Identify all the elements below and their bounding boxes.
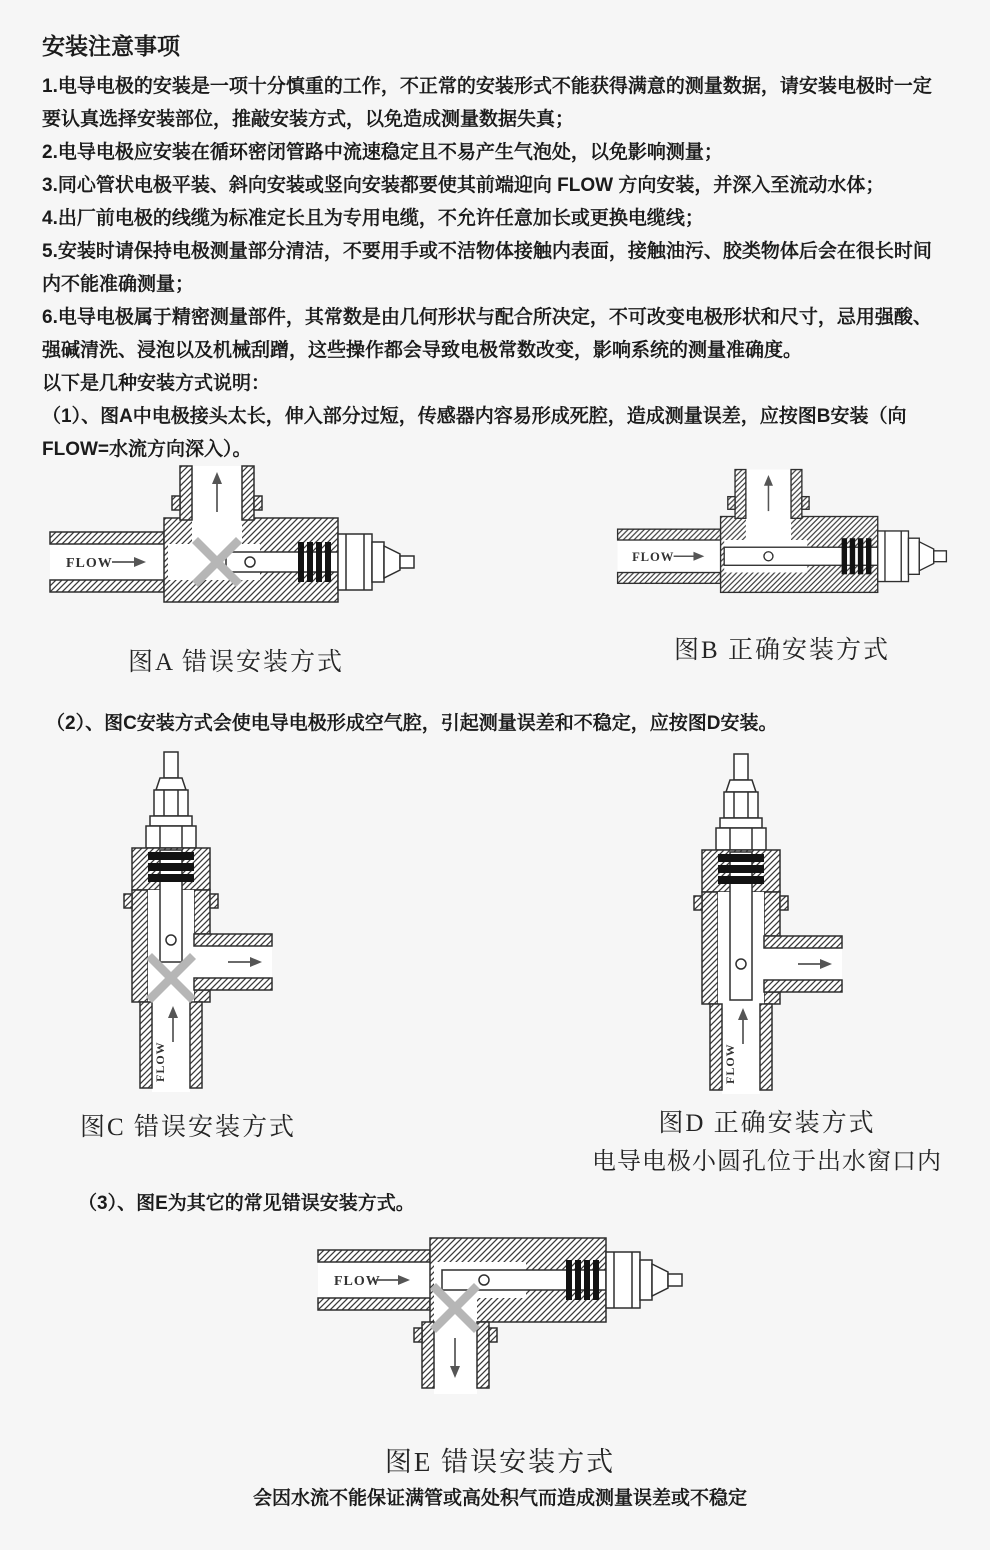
item-1: （1）、图A中电极接头太长，伸入部分过短，传感器内容易形成死腔，造成测量误差，应按图B安装（向 FLOW=水流方向深入）。 — [42, 406, 907, 460]
item-2: （2）、图C安装方式会使电导电极形成空气腔，引起测量误差和不稳定，应按图D安装。 — [46, 713, 778, 734]
outlet-pipe — [194, 934, 272, 990]
figure-b-caption: 图B 正确安装方式 — [674, 637, 890, 664]
o-ring-seals — [148, 852, 194, 882]
note-5: 5.安装时请保持电极测量部分清洁，不要用手或不洁物体接触内表面，接触油污、胶类物体后会在很长时间内不能准确测量； — [42, 241, 932, 295]
note-6: 6.电导电极属于精密测量部件，其常数是由几何形状与配合所决定，不可改变电极形状和尺寸，忌用强酸、强碱清洗、浸泡以及机械刮蹭，这些操作都会导致电极常数改变，影响系统的测量准确度。 — [42, 307, 932, 361]
page-title: 安装注意事项 — [42, 33, 180, 59]
o-ring-seals — [718, 854, 764, 884]
figure-d-diagram — [630, 752, 860, 1097]
note-4: 4.出厂前电极的线缆为标准定长且为专用电缆，不允许任意加长或更换电缆线； — [42, 208, 704, 229]
figure-b-diagram — [614, 462, 950, 618]
figure-e — [245, 1236, 755, 1510]
connector-assembly — [878, 531, 947, 582]
figure-e-caption: 图E 错误安装方式 — [384, 1447, 616, 1477]
connector-assembly — [146, 752, 196, 848]
inlet-pipe — [710, 1004, 772, 1094]
figure-e-subcaption — [245, 1483, 755, 1510]
item-3: （3）、图E为其它的常见错误安装方式。 — [78, 1193, 415, 1214]
note-2: 2.电导电极应安装在循环密闭管路中流速稳定且不易产生气泡处，以免影响测量； — [42, 142, 723, 163]
outlet-pipe — [764, 936, 842, 992]
figure-c-caption: 图C 错误安装方式 — [80, 1114, 296, 1141]
connector-assembly — [716, 754, 766, 850]
figure-d-caption: 图D 正确安装方式 — [658, 1110, 876, 1137]
figure-c — [48, 750, 328, 1143]
note-3: 3.同心管状电极平装、斜向安装或竖向安装都要使其前端迎向 FLOW 方向安装，并深入至流动水体； — [42, 175, 885, 196]
figure-d-subcaption: 电导电极小圆孔位于出水窗口内 — [592, 1149, 942, 1175]
electrode — [730, 852, 752, 1000]
electrode — [442, 1270, 606, 1290]
flow-label: FLOW — [334, 1274, 381, 1289]
figure-a-caption: 图A 错误安装方式 — [128, 649, 344, 676]
inlet-pipe — [140, 1002, 202, 1092]
flow-label: FLOW — [723, 1043, 737, 1084]
flow-label: FLOW — [153, 1041, 167, 1082]
connector-assembly — [338, 534, 414, 590]
figure-e-subcaption-text: 会因水流不能保证满管或高处积气而造成测量误差或不稳定 — [252, 1488, 747, 1509]
flow-label: FLOW — [66, 556, 113, 571]
figure-e-diagram — [314, 1236, 686, 1432]
figure-a — [46, 458, 426, 678]
list-intro: 以下是几种安装方式说明： — [42, 373, 271, 394]
document-body — [42, 28, 950, 466]
connector-assembly — [606, 1252, 682, 1308]
figure-d — [582, 752, 952, 1176]
note-1: 1.电导电极的安装是一项十分慎重的工作，不正常的安装形式不能获得满意的测量数据，请安装电极时一定要认真选择安装部位，推敲安装方式，以免造成测量数据失真； — [42, 76, 932, 130]
flow-label: FLOW — [632, 549, 675, 564]
figure-c-diagram — [60, 750, 290, 1095]
figure-a-diagram — [46, 458, 418, 630]
figure-b — [614, 462, 950, 666]
